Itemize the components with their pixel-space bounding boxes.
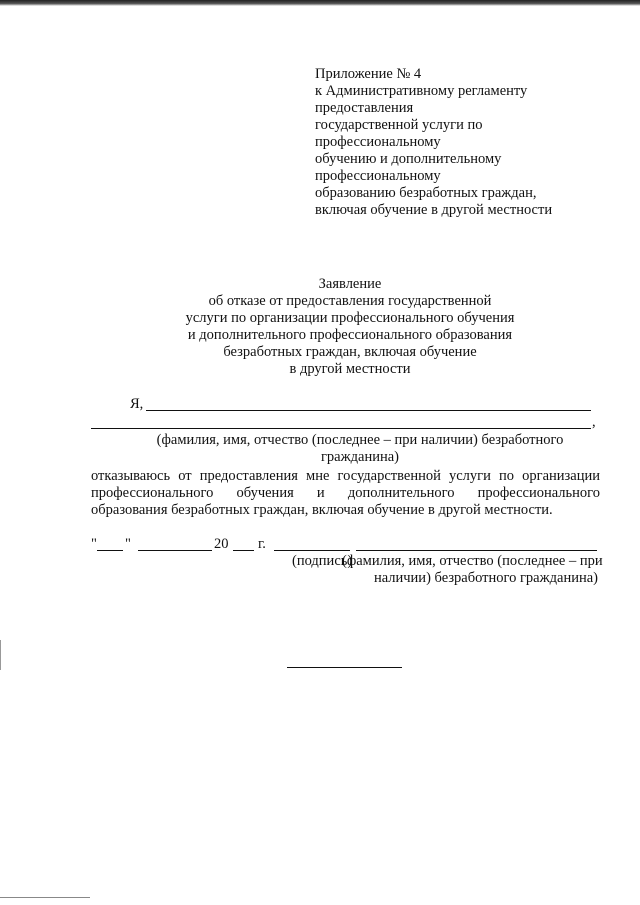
- signature-label: (подпись): [292, 553, 353, 569]
- annex-line: профессиональному: [315, 134, 441, 150]
- date-year-line[interactable]: [233, 550, 254, 551]
- annex-header: [315, 66, 615, 219]
- annex-line: профессиональному: [315, 168, 441, 184]
- signature-line[interactable]: [274, 550, 350, 551]
- date-year-suffix: г.: [258, 536, 266, 552]
- applicant-prefix: Я,: [130, 396, 144, 412]
- title-line: услуги по организации профессионального обучения: [185, 310, 515, 326]
- applicant-name-line-2[interactable]: [91, 428, 591, 429]
- annex-line: обучению и дополнительному: [315, 151, 502, 167]
- applicant-name-line-1[interactable]: [146, 410, 591, 411]
- annex-line: включая обучение в другой местности: [315, 202, 553, 218]
- applicant-hint: [130, 432, 590, 466]
- title-line: безработных граждан, включая обучение: [223, 344, 477, 360]
- signature-name-line[interactable]: [356, 550, 597, 551]
- scan-bottom-mark: [0, 897, 90, 898]
- signature-name-label-1: (фамилия, имя, отчество (последнее – при: [342, 553, 603, 569]
- annex-line: к Административному регламенту: [315, 83, 528, 99]
- title-line: Заявление: [318, 276, 382, 292]
- scan-top-edge: [0, 0, 640, 6]
- title-line: в другой местности: [289, 361, 411, 377]
- footer-separator: [287, 667, 402, 668]
- applicant-hint-line: (фамилия, имя, отчество (последнее – при наличии) безработного: [156, 432, 564, 448]
- title-line: и дополнительного профессионального образования: [187, 327, 513, 343]
- document-title: [120, 276, 580, 378]
- annex-line: предоставления: [315, 100, 414, 116]
- refusal-text: [91, 468, 600, 519]
- annex-line: образованию безработных граждан,: [315, 185, 537, 201]
- refusal-text-line: отказываюсь от предоставления мне государственной услуги по организации: [91, 468, 600, 484]
- annex-line: государственной услуги по: [315, 117, 483, 133]
- refusal-text-line: профессионального обучения и дополнительного профессионального: [91, 485, 600, 501]
- signature-name-label-2: наличии) безработного гражданина): [373, 570, 598, 586]
- date-month-line[interactable]: [138, 550, 212, 551]
- date-quote-open: ": [91, 536, 97, 552]
- applicant-hint-line: гражданина): [320, 449, 399, 465]
- date-quote-close: ": [125, 536, 131, 552]
- refusal-text-line: образования безработных граждан, включая обучение в другой местности.: [91, 502, 553, 518]
- annex-line: Приложение № 4: [315, 66, 422, 82]
- date-year-prefix: 20: [214, 536, 229, 552]
- applicant-comma: ,: [592, 414, 596, 430]
- title-line: об отказе от предоставления государственной: [208, 293, 492, 309]
- date-day-line[interactable]: [97, 550, 123, 551]
- scan-left-mark: [0, 640, 1, 670]
